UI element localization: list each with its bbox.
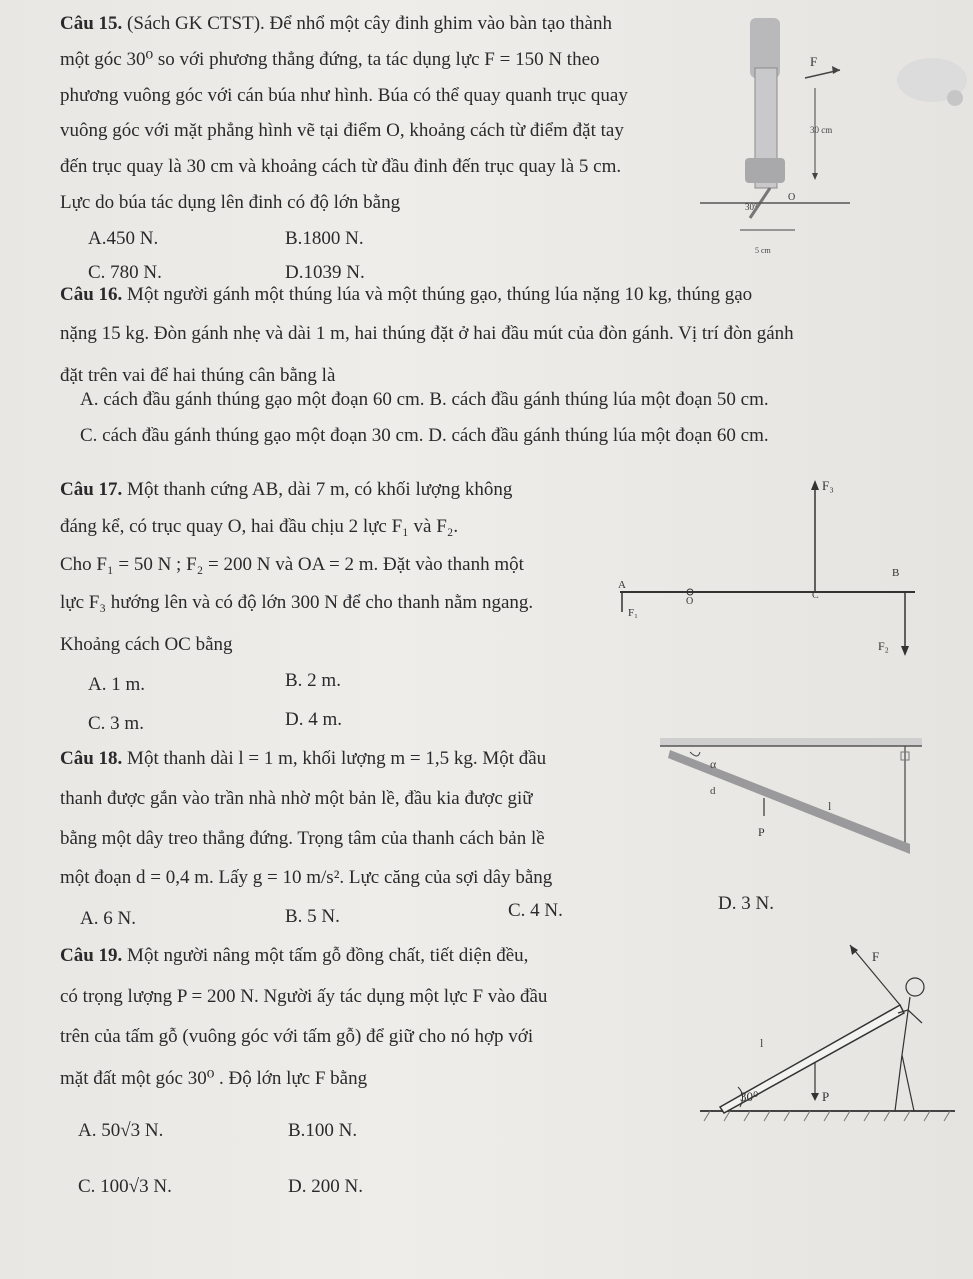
q16-line-2: nặng 15 kg. Đòn gánh nhẹ và dài 1 m, hai thúng đặt ở hai đầu mút của đòn gánh. Vị trí đòn gánh xyxy=(60,323,794,344)
q18-line-1: Câu 18. Một thanh dài l = 1 m, khối lượng m = 1,5 kg. Một đầu xyxy=(60,748,547,769)
q17-line-5: Khoảng cách OC bằng xyxy=(60,634,233,655)
q17-line-4: lực F₃ hướng lên và có độ lớn 300 N để cho thanh nằm ngang. xyxy=(60,592,534,613)
q15-line-3: phương vuông góc với cán búa như hình. Búa có thể quay quanh trục quay xyxy=(60,85,628,106)
q15-hammer-figure xyxy=(700,8,970,268)
q19-option-a: A. 50√3 N. xyxy=(78,1120,164,1141)
q16-line-1: Câu 16. Một người gánh một thúng lúa và một thúng gạo, thúng lúa nặng 10 kg, thúng gạo xyxy=(60,284,753,305)
q18-option-d: D. 3 N. xyxy=(718,893,774,914)
q16-option-a: A. cách đầu gánh thúng gạo một đoạn 60 cm. B. cách đầu gánh thúng lúa một đoạn 50 cm. xyxy=(80,389,769,410)
q15-fig-label-5cm: 5 cm xyxy=(755,246,771,255)
q19-fig-label-f: F xyxy=(872,949,880,964)
q15-line-5: đến trục quay là 30 cm và khoảng cách từ đầu đinh đến trục quay là 5 cm. xyxy=(60,156,622,177)
q15-line-1: Câu 15. (Sách GK CTST). Để nhổ một cây đinh ghim vào bàn tạo thành xyxy=(60,13,612,34)
q18-rod-figure xyxy=(660,732,925,862)
q17-line-2: đáng kể, có trục quay O, hai đầu chịu 2 lực F₁ và F₂. xyxy=(60,516,459,537)
q15-line-6: Lực do búa tác dụng lên đinh có độ lớn bằng xyxy=(60,192,401,213)
q15-fig-label-f: F xyxy=(810,54,818,69)
q17-option-b: B. 2 m. xyxy=(285,670,341,691)
q17-option-d: D. 4 m. xyxy=(285,709,342,730)
q19-plank-figure xyxy=(700,935,960,1135)
q19-option-c: C. 100√3 N. xyxy=(78,1176,172,1197)
q17-line-1: Câu 17. Một thanh cứng AB, dài 7 m, có khối lượng không xyxy=(60,479,513,500)
q19-option-d: D. 200 N. xyxy=(288,1176,363,1197)
q17-fig-label-b: B xyxy=(892,567,900,579)
q18-fig-label-p: P xyxy=(758,825,765,839)
q15-fig-label-30cm: 30 cm xyxy=(810,125,833,135)
q18-fig-label-alpha: α xyxy=(710,757,717,771)
q15-fig-label-30deg: 30° xyxy=(745,202,758,212)
q19-option-b: B.100 N. xyxy=(288,1120,358,1141)
q17-fig-label-f2: F₂ xyxy=(878,639,889,653)
q16-option-c: C. cách đầu gánh thúng gạo một đoạn 30 cm. D. cách đầu gánh thúng lúa một đoạn 60 cm. xyxy=(80,425,769,446)
q15-fig-label-o: O xyxy=(788,192,796,203)
q17-line-3: Cho F₁ = 50 N ; F₂ = 200 N và OA = 2 m. Đặt vào thanh một xyxy=(60,554,524,575)
q15-line-4: vuông góc với mặt phẳng hình vẽ tại điểm O, khoảng cách từ điểm đặt tay xyxy=(60,120,624,141)
q18-line-3: bằng một dây treo thẳng đứng. Trọng tâm của thanh cách bản lề xyxy=(60,828,545,849)
q19-line-2: có trọng lượng P = 200 N. Người ấy tác dụng một lực F vào đầu xyxy=(60,986,548,1007)
q17-fig-label-a: A xyxy=(618,579,626,591)
q19-line-1: Câu 19. Một người nâng một tấm gỗ đồng chất, tiết diện đều, xyxy=(60,945,529,966)
q18-option-c: C. 4 N. xyxy=(508,900,563,921)
q17-option-c: C. 3 m. xyxy=(88,713,144,734)
q19-fig-label-l: l xyxy=(760,1036,764,1050)
q18-fig-label-d: d xyxy=(710,785,716,797)
q17-fig-label-c: C xyxy=(812,590,819,601)
q17-option-a: A. 1 m. xyxy=(88,674,145,695)
q18-line-2: thanh được gắn vào trần nhà nhờ một bản lề, đầu kia được giữ xyxy=(60,788,533,809)
q15-option-c: C. 780 N. xyxy=(88,262,162,283)
q17-bar-figure xyxy=(600,470,930,670)
q18-option-b: B. 5 N. xyxy=(285,906,340,927)
q18-option-a: A. 6 N. xyxy=(80,908,136,929)
q18-fig-label-l: l xyxy=(828,799,832,813)
q15-option-b: B.1800 N. xyxy=(285,228,364,249)
q15-line-2: một góc 30⁰ so với phương thẳng đứng, ta tác dụng lực F = 150 N theo xyxy=(60,49,600,70)
q19-fig-label-30deg: 30⁰ xyxy=(740,1089,759,1104)
q19-fig-label-p: P xyxy=(822,1089,830,1104)
q19-line-4: mặt đất một góc 30⁰ . Độ lớn lực F bằng xyxy=(60,1068,368,1089)
q17-fig-label-o: O xyxy=(686,596,694,607)
q17-fig-label-f3: F₃ xyxy=(822,478,834,493)
q17-fig-label-f1: F₁ xyxy=(628,607,638,619)
q19-line-3: trên của tấm gỗ (vuông góc với tấm gỗ) để giữ cho nó hợp với xyxy=(60,1026,534,1047)
q15-option-a: A.450 N. xyxy=(88,228,159,249)
q18-line-4: một đoạn d = 0,4 m. Lấy g = 10 m/s². Lực căng của sợi dây bằng xyxy=(60,867,553,888)
q16-line-3: đặt trên vai để hai thúng cân bằng là xyxy=(60,365,336,386)
q15-option-d: D.1039 N. xyxy=(285,262,365,283)
